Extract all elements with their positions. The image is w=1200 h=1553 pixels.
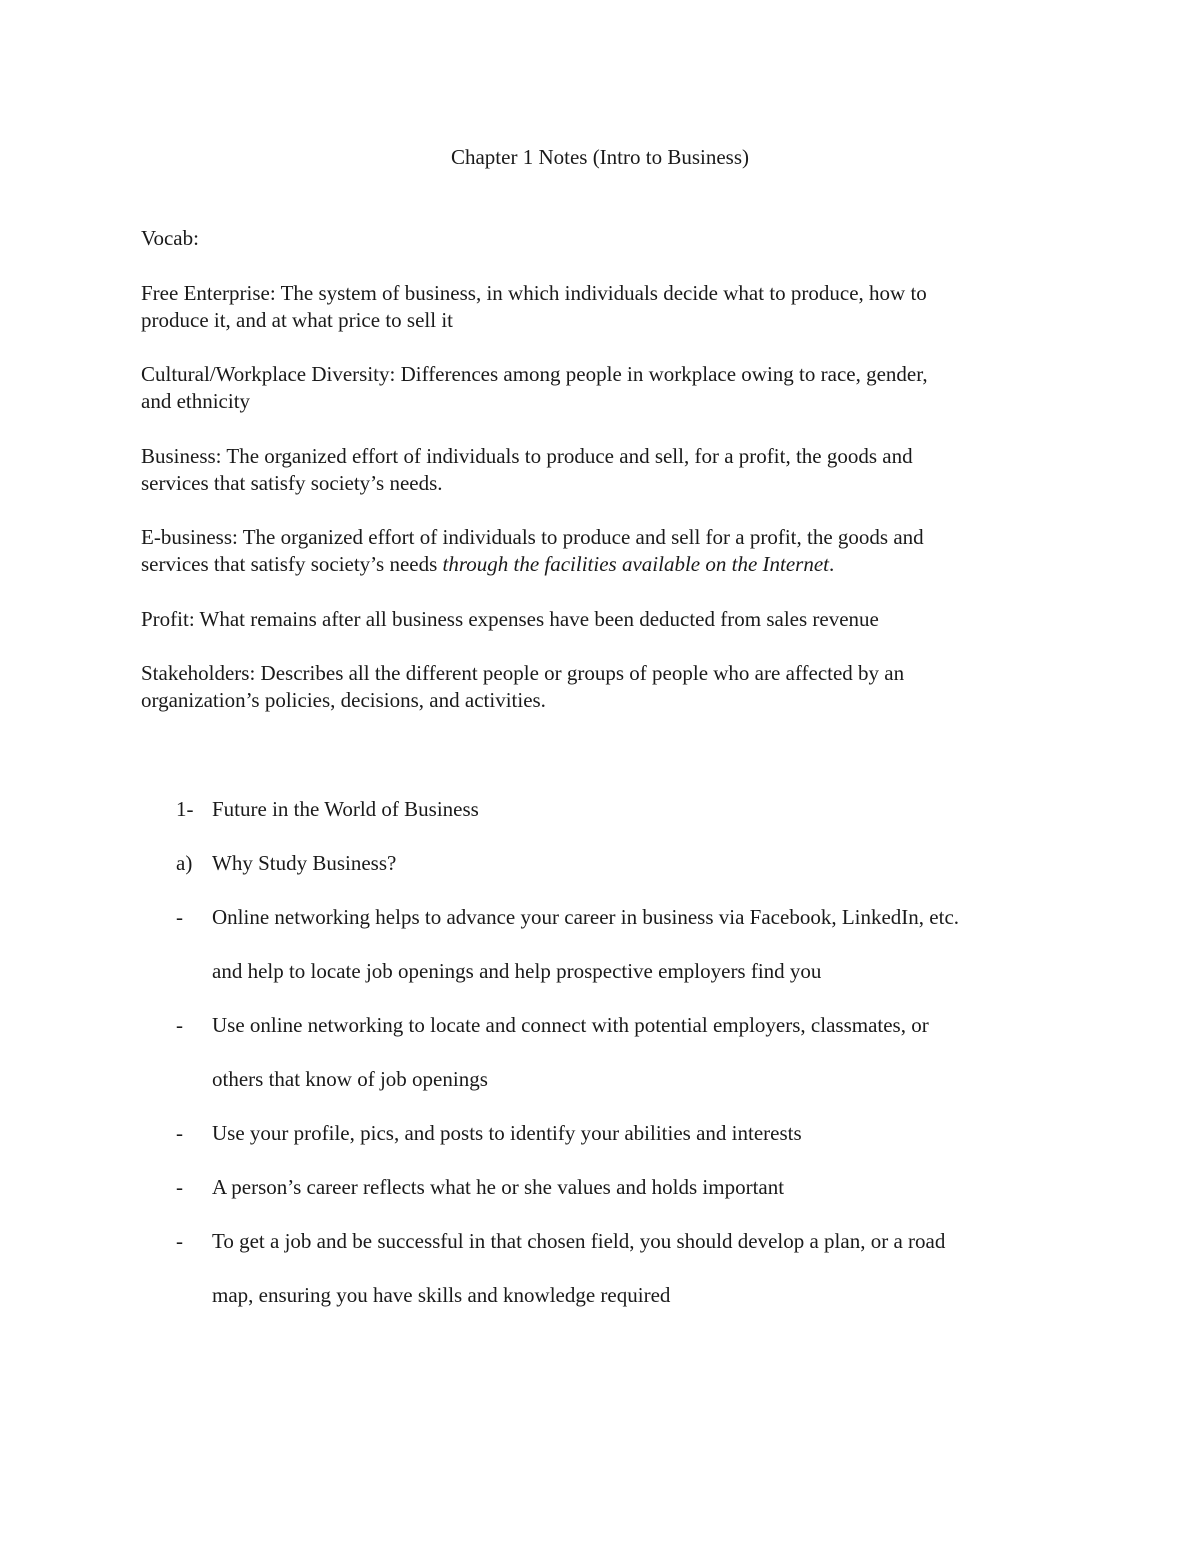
vocab-entry-stakeholders [141, 660, 1061, 714]
vocab-entry-e-business [141, 524, 1061, 578]
bullet-line: A person’s career reflects what he or she values and holds important [212, 1175, 785, 1199]
subsection-text: Why Study Business? [212, 851, 397, 875]
vocab-line: organization’s policies, decisions, and activities. [141, 688, 546, 712]
list-marker: a) [176, 851, 193, 875]
section-text: Future in the World of Business [212, 797, 479, 821]
vocab-line: and ethnicity [141, 389, 251, 413]
vocab-line: Free Enterprise: The system of business, in which individuals decide what to produce, how to [141, 281, 927, 305]
bullet-line: map, ensuring you have skills and knowledge required [212, 1283, 671, 1307]
vocab-line [141, 551, 1061, 578]
vocab-line: E-business: The organized effort of individuals to produce and sell for a profit, the goods and [141, 525, 924, 549]
vocab-entry-business [141, 443, 1061, 497]
bullet-line: Use your profile, pics, and posts to identify your abilities and interests [212, 1121, 802, 1145]
list-marker: - [176, 1013, 183, 1037]
vocab-entry-free-enterprise [141, 280, 1061, 334]
vocab-heading: Vocab: [141, 226, 199, 250]
vocab-text: . [829, 552, 835, 576]
list-marker: - [176, 1175, 183, 1199]
vocab-line: Cultural/Workplace Diversity: Differences among people in workplace owing to race, gender, [141, 362, 928, 386]
vocab-text: services that satisfy society’s needs [141, 552, 443, 576]
document-title: Chapter 1 Notes (Intro to Business) [450, 145, 750, 169]
list-marker: 1- [176, 797, 194, 821]
list-marker: - [176, 1121, 183, 1145]
vocab-entry-profit [141, 606, 1061, 633]
vocab-line: Business: The organized effort of individuals to produce and sell, for a profit, the goods and [141, 444, 913, 468]
vocab-line: services that satisfy society’s needs. [141, 471, 443, 495]
list-marker: - [176, 905, 183, 929]
bullet-line: To get a job and be successful in that chosen field, you should develop a plan, or a road [212, 1229, 946, 1253]
vocab-italic-text: through the facilities available on the Internet [442, 552, 829, 576]
bullet-line: and help to locate job openings and help prospective employers find you [212, 959, 822, 983]
bullet-line: others that know of job openings [212, 1067, 488, 1091]
bullet-line: Use online networking to locate and connect with potential employers, classmates, or [212, 1013, 929, 1037]
list-marker: - [176, 1229, 183, 1253]
vocab-entry-diversity [141, 361, 1061, 415]
bullet-line: Online networking helps to advance your career in business via Facebook, LinkedIn, etc. [212, 905, 960, 929]
vocab-line: Stakeholders: Describes all the different people or groups of people who are affected by an [141, 661, 905, 685]
vocab-line: produce it, and at what price to sell it [141, 308, 453, 332]
vocab-line: Profit: What remains after all business expenses have been deducted from sales revenue [141, 607, 879, 631]
